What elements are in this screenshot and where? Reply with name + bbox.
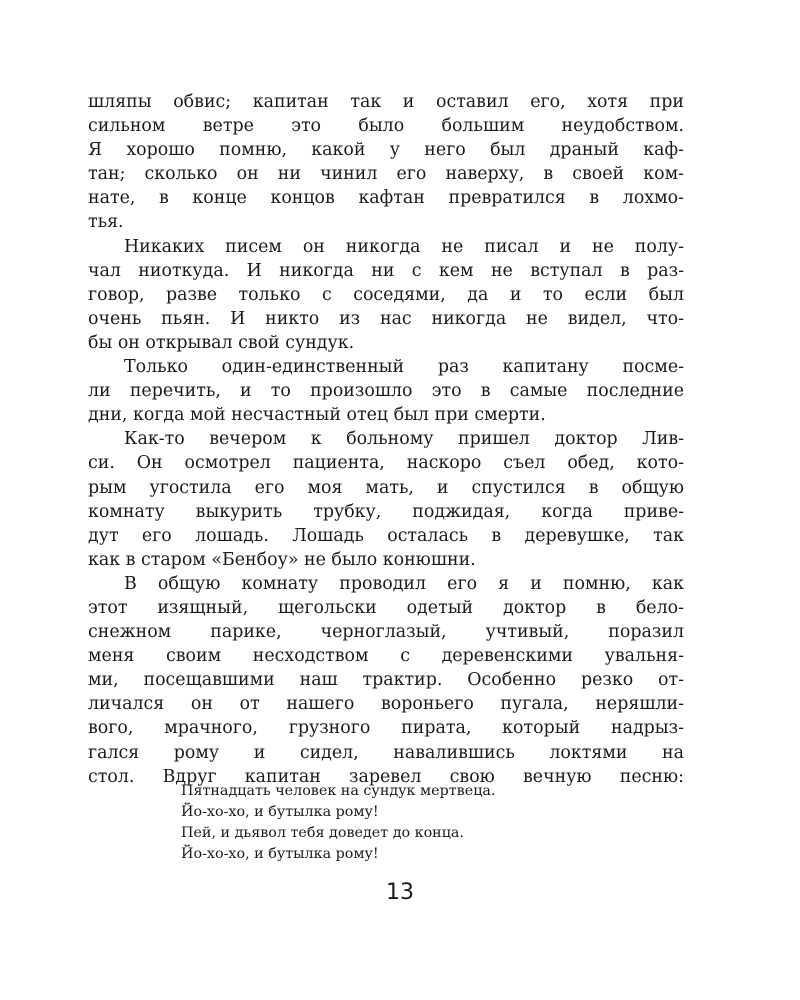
text-line: бы он открывал свой сундук. (88, 332, 355, 353)
text-line: гался рому и сидел, навалившись локтями на (88, 742, 684, 763)
verse-line: Йо-хо-хо, и бутылка рому! (181, 804, 379, 820)
text-line: Только один-единственный раз капитану посме- (124, 357, 684, 378)
text-line: чал ниоткуда. И никогда ни с кем не вступал в раз- (88, 260, 684, 281)
text-line: меня своим несходством с деревенскими увальня- (88, 646, 684, 667)
text-line: нате, в конце концов кафтан превратился в лохмо- (88, 188, 684, 209)
text-line: вого, мрачного, грузного пирата, который надрыз- (88, 718, 684, 739)
text-line: шляпы обвис; капитан так и оставил его, хотя при (88, 92, 684, 112)
text-line: си. Он осмотрел пациента, наскоро съел обед, кото- (88, 453, 684, 474)
verse-line: Пей, и дьявол тебя доведет до конца. (181, 825, 464, 841)
text-line: тья. (88, 212, 124, 233)
text-line: Как-то вечером к больному пришел доктор Лив- (124, 429, 684, 450)
text-line: В общую комнату проводил его я и помню, как (124, 573, 684, 594)
text-line: комнату выкурить трубку, поджидая, когда приве- (88, 501, 684, 522)
text-line: сильном ветре это было большим неудобством. (88, 116, 684, 137)
page-number: 13 (386, 880, 414, 905)
text-line: дни, когда мой несчастный отец был при смерти. (88, 405, 546, 426)
text-line: снежном парике, черноглазый, учтивый, поразил (88, 622, 684, 643)
text-line: ми, посещавшими наш трактир. Особенно резко от- (88, 670, 684, 691)
text-line: стол. Вдруг капитан заревел свою вечную песню: (88, 766, 684, 787)
body-text (88, 90, 684, 789)
song-verse (181, 781, 641, 865)
verse-line: Йо-хо-хо, и бутылка рому! (181, 846, 379, 862)
text-line: очень пьян. И никто из нас никогда не видел, что- (88, 308, 684, 329)
text-line: личался он от нашего вороньего пугала, неряшли- (88, 694, 684, 715)
text-line: как в старом «Бенбоу» не было конюшни. (88, 549, 476, 570)
text-line: этот изящный, щегольски одетый доктор в бело- (88, 597, 684, 618)
text-line: дут его лошадь. Лошадь осталась в деревушке, так (88, 525, 684, 546)
text-line: ли перечить, и то произошло это в самые последние (88, 381, 684, 402)
text-line: рым угостила его моя мать, и спустился в общую (88, 477, 684, 498)
text-line: говор, разве только с соседями, да и то если был (88, 284, 684, 305)
text-line: Я хорошо помню, какой у него был драный каф- (88, 140, 684, 161)
verse-line: Пятнадцать человек на сундук мертвеца. (181, 783, 496, 799)
text-line: тан; сколько он ни чинил его наверху, в своей ком- (88, 164, 684, 185)
text-line: Никаких писем он никогда не писал и не полу- (124, 236, 684, 257)
